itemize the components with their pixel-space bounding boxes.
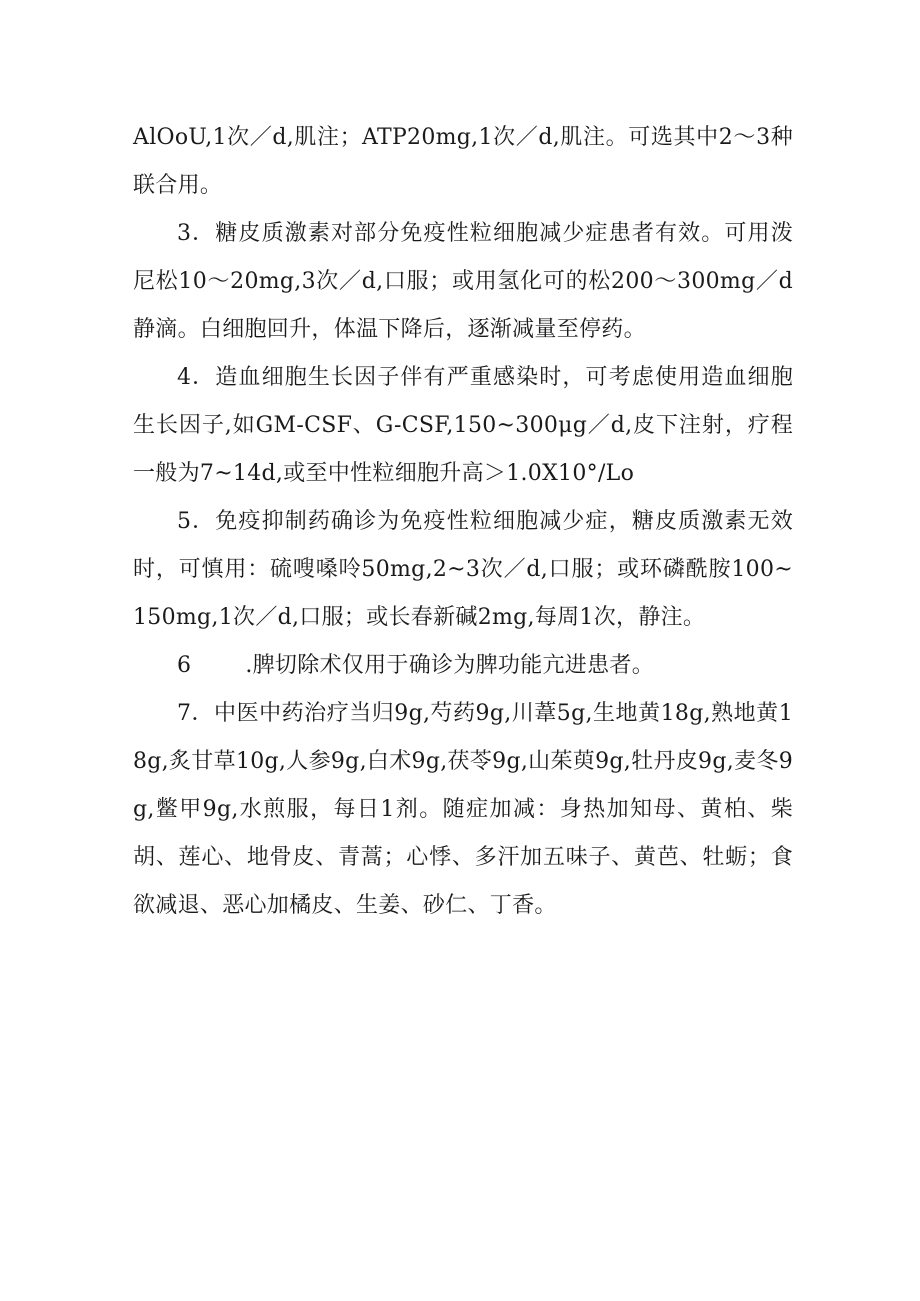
paragraph-item-7: 7．中医中药治疗当归9g,芍药9g,川葦5g,生地黄18g,熟地黄18g,炙甘草10g,人参9g,白术9g,茯苓9g,山茱萸9g,牡丹皮9g,麦冬9g,鳖甲9g,水煎服，每日1剂。随症加减：身热加知母、黄柏、柴胡、莲心、地骨皮、青蒿；心悸、多汗加五味子、黄芭、牡蛎；食欲减退、恶心加橘皮、生姜、砂仁、丁香。 [133,701,793,918]
paragraph-item-6-text: .脾切除术仅用于确诊为脾功能亢进患者。 [245,653,655,678]
paragraph-item-6-number: 6 [177,653,192,678]
paragraph-item-6 [133,642,793,690]
paragraph-item-3: 3．糖皮质激素对部分免疫性粒细胞减少症患者有效。可用泼尼松10～20mg,3次／d,口服；或用氢化可的松200～300mg／d静滴。白细胞回升，体温下降后，逐渐减量至停药。 [133,221,793,342]
paragraph-item-5: 5．免疫抑制药确诊为免疫性粒细胞减少症，糖皮质激素无效时，可慎用：硫嗖嗓呤50mg,2~3次／d,口服；或环磷酰胺100~150mg,1次／d,口服；或长春新碱2mg,每周1次，静注。 [133,509,793,630]
paragraph-item-4: 4．造血细胞生长因子伴有严重感染时，可考虑使用造血细胞生长因子,如GM-CSF、G-CSF,150~300μg／d,皮下注射，疗程一般为7~14d,或至中性粒细胞升高＞1.0X10°/Lo [133,365,793,486]
paragraph-continuation: AlOoU,1次／d,肌注；ATP20mg,1次／d,肌注。可选其中2～3种联合用。 [133,125,793,198]
document-body [133,114,793,930]
